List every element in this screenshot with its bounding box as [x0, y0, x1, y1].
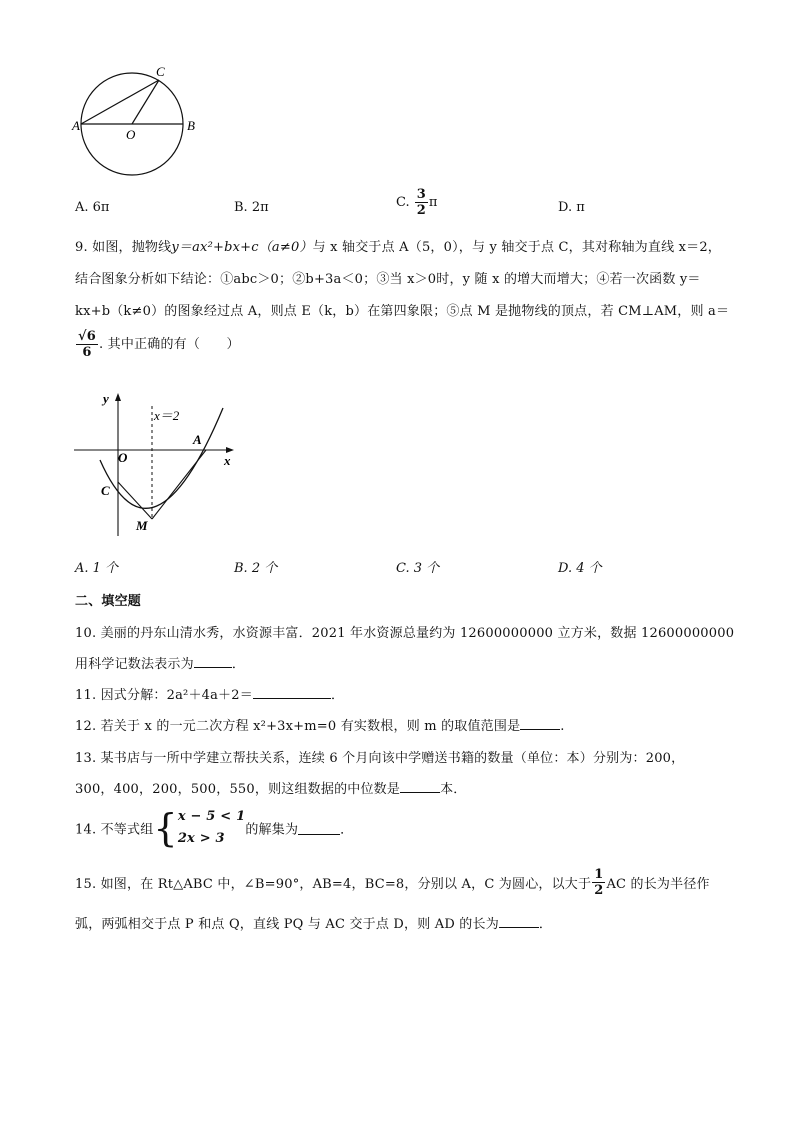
section-title-fill-in-blank: 二、填空题	[75, 594, 142, 609]
q8-option-c-label: C.	[396, 195, 410, 210]
q15-frac-numerator: 1	[594, 867, 604, 882]
q9-option-b: B. 2 个	[234, 561, 278, 576]
q9-fraction	[76, 330, 98, 359]
q14-answer-blank[interactable]	[298, 822, 340, 835]
chord-ac	[81, 80, 159, 124]
q9-option-c: C. 3 个	[396, 561, 440, 576]
q9-frac-numerator: √6	[78, 329, 96, 344]
q8-c-denominator: 2	[416, 203, 426, 218]
q11-line	[75, 684, 344, 703]
q15-text-2: 弧，两弧相交于点 P 和点 Q，直线 PQ 与 AC 交于点 D，则 AD 的长为	[75, 917, 499, 932]
q14-brace: {	[153, 806, 178, 850]
label-o: O	[118, 450, 128, 465]
q14-row-1: x − 5 < 1	[177, 809, 246, 824]
label-axis-eq: x＝2	[154, 408, 180, 423]
segment-oc	[132, 80, 159, 124]
q13-answer-blank[interactable]	[400, 780, 440, 793]
q15-fraction	[592, 868, 605, 897]
q9-line-2: 结合图象分析如下结论：①abc＞0；②b+3a＜0；③当 x＞0时，y 随 x 的增大而增大；④若一次函数 y＝	[75, 272, 701, 287]
q14-row-2: 2x > 3	[177, 831, 225, 846]
q9-line-3: kx+b（k≠0）的图象经过点 A，则点 E（k，b）在第四象限；⑤点 M 是抛物线的顶点，若 CM⊥AM，则 a＝	[75, 304, 730, 319]
q13-text: 300，400，200，500，550，则这组数据的中位数是	[75, 782, 401, 797]
q11-end: ．	[330, 688, 345, 703]
segment-cm	[118, 482, 152, 519]
q8-option-c-fraction	[415, 188, 428, 217]
q14-text-2: 的解集为	[245, 822, 299, 838]
q12-line	[75, 715, 565, 734]
label-y: y	[103, 391, 109, 406]
q9-question-tail: . 其中正确的有（ ）	[99, 337, 240, 352]
q9-option-a: A. 1 个	[75, 561, 119, 576]
q12-answer-blank[interactable]	[520, 717, 560, 730]
q9-parabola-figure	[70, 388, 250, 538]
q8-circle-figure	[70, 62, 220, 182]
label-b: B	[187, 118, 195, 133]
q8-option-a: A. 6π	[75, 200, 110, 215]
q9-option-d: D. 4 个	[558, 561, 602, 576]
label-a: A	[72, 118, 80, 133]
q8-option-d: D. π	[558, 200, 585, 215]
label-c: C	[156, 64, 165, 79]
y-axis-arrow	[115, 393, 121, 401]
q15-text-1a: 15. 如图，在 Rt△ABC 中，∠B=90°，AB=4，BC=8，分别以 A，C 为圆心，以大于	[75, 877, 592, 892]
q15-line-2	[75, 913, 552, 932]
q15-text-1b: AC 的长为半径作	[606, 877, 710, 892]
q13-line-2	[75, 778, 466, 797]
q9-line-1	[75, 236, 721, 255]
label-a: A	[193, 432, 202, 447]
q11-answer-blank[interactable]	[253, 686, 331, 699]
q14-line	[75, 806, 353, 850]
q9-text-1b: 与 x 轴交于点 A（5，0），与 y 轴交于点 C，其对称轴为直线 x＝2，	[312, 240, 722, 255]
q10-line-1: 10. 美丽的丹东山清水秀，水资源丰富．2021 年水资源总量约为 12600000000 立方米，数据 12600000000	[75, 626, 735, 641]
q9-line-4	[75, 330, 240, 359]
q15-frac-denominator: 2	[594, 883, 604, 898]
q12-text: 12. 若关于 x 的一元二次方程 x²+3x+m=0 有实数根，则 m 的取值范围是	[75, 719, 521, 734]
segment-am	[152, 450, 206, 519]
q12-end: .	[560, 719, 565, 734]
q8-option-b: B. 2π	[234, 200, 269, 215]
q10-line-2	[75, 653, 245, 672]
q10-end: ．	[231, 657, 246, 672]
q9-text-1a: 9. 如图，抛物线	[75, 240, 172, 255]
q13-end: 本．	[440, 782, 467, 797]
label-x: x	[224, 453, 231, 468]
q10-text: 用科学记数法表示为	[75, 657, 194, 672]
q14-inequality-system	[153, 806, 245, 850]
q10-answer-blank[interactable]	[194, 655, 232, 668]
label-c: C	[101, 483, 110, 498]
q13-line-1: 13. 某书店与一所中学建立帮扶关系，连续 6 个月向该中学赠送书籍的数量（单位：本）分别为：200，	[75, 751, 685, 766]
label-o: O	[126, 127, 136, 142]
q15-end: ．	[538, 917, 553, 932]
q8-c-numerator: 3	[416, 187, 426, 202]
q14-rows	[178, 806, 246, 850]
q14-text: 14. 不等式组	[75, 822, 154, 838]
q9-equation: y＝ax²+bx+c（a≠0）	[171, 240, 313, 255]
q8-option-c	[396, 188, 437, 217]
q15-answer-blank[interactable]	[499, 915, 539, 928]
q9-frac-denominator: 6	[82, 345, 92, 360]
q15-line-1	[75, 868, 710, 897]
q11-text: 11. 因式分解：2a²＋4a＋2＝	[75, 688, 253, 703]
label-m: M	[136, 518, 148, 533]
q8-option-c-pi: π	[428, 195, 438, 210]
q14-end: ．	[340, 822, 354, 838]
